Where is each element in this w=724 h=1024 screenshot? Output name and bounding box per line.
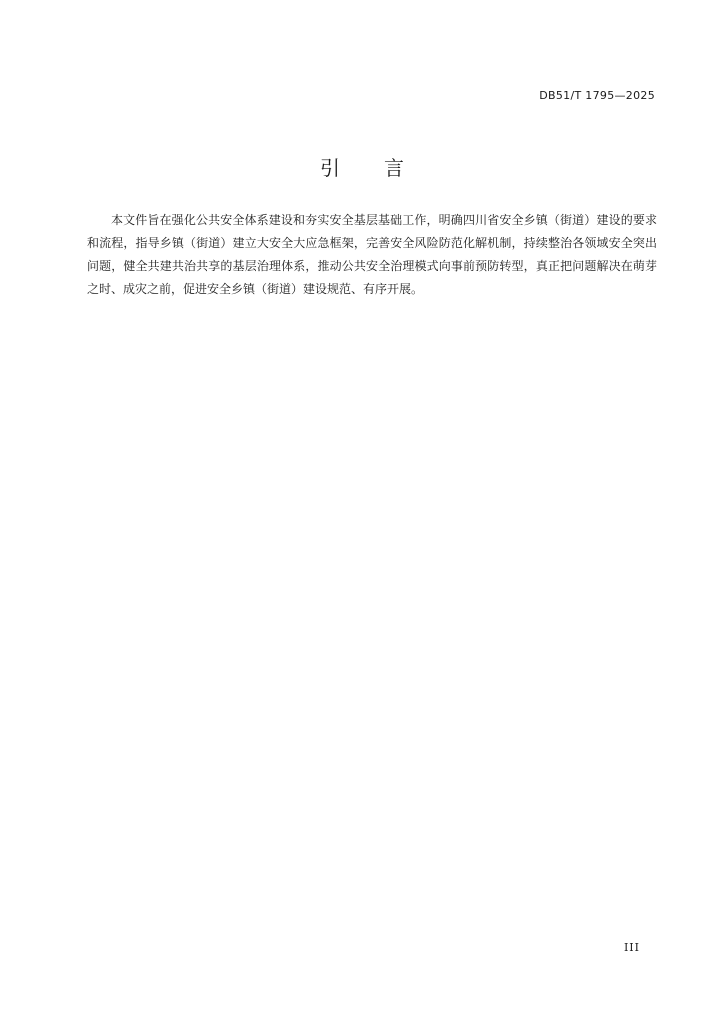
page-title: 引言 [320,156,448,180]
page-number: III [623,941,640,954]
introduction-paragraph: 本文件旨在强化公共安全体系建设和夯实安全基层基础工作，明确四川省安全乡镇（街道）建设的要求和流程，指导乡镇（街道）建立大安全大应急框架，完善安全风险防范化解机制，持续整治各领域安全突出问题，健全共建共治共享的基层治理体系，推动公共安全治理模式向事前预防转型，真正把问题解决在萌芽之时、成灾之前，促进安全乡镇（街道）建设规范、有序开展。 [87,213,657,296]
document-code: DB51/T 1795—2025 [539,89,655,102]
